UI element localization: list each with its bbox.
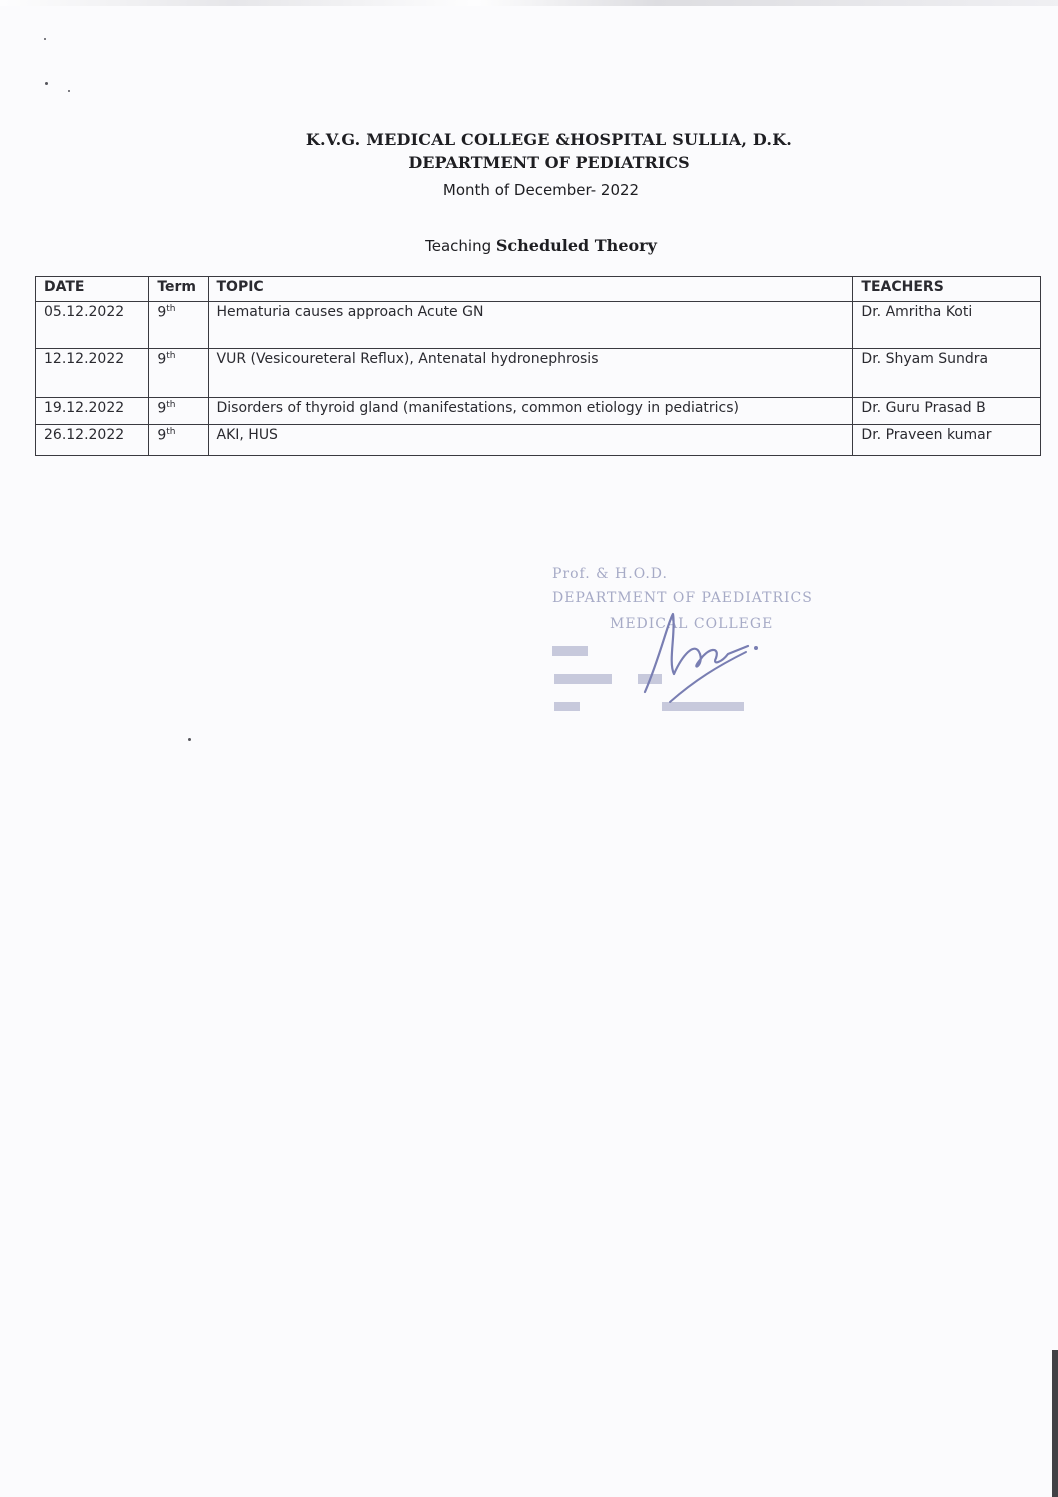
cell-teacher: Dr. Praveen kumar xyxy=(853,425,1041,456)
cell-date: 05.12.2022 xyxy=(36,302,149,349)
cell-topic: VUR (Vesicoureteral Reflux), Antenatal hydronephrosis xyxy=(208,349,853,398)
cell-topic: Hematuria causes approach Acute GN xyxy=(208,302,853,349)
scan-speck xyxy=(45,82,48,85)
term-number: 9 xyxy=(157,351,167,368)
cell-teacher: Dr. Shyam Sundra xyxy=(853,349,1041,398)
term-suffix: th xyxy=(166,351,176,361)
scan-edge-right xyxy=(1052,1350,1058,1497)
schedule-title-part1: Teaching xyxy=(425,237,492,255)
term-suffix: th xyxy=(166,400,176,410)
cell-topic: Disorders of thyroid gland (manifestations, common etiology in pediatrics) xyxy=(208,398,853,425)
scan-speck xyxy=(44,38,46,40)
schedule-title-part2: Scheduled Theory xyxy=(495,236,657,255)
term-suffix: th xyxy=(166,427,176,437)
column-header-date: DATE xyxy=(36,277,149,302)
hod-stamp xyxy=(550,562,890,722)
department-name: DEPARTMENT OF PEDIATRICS xyxy=(408,153,690,172)
column-header-teachers: TEACHERS xyxy=(853,277,1041,302)
month-label: Month of December- 2022 xyxy=(442,181,640,199)
scan-speck xyxy=(68,90,70,92)
signature-icon xyxy=(550,562,890,722)
stamp-line-title: Prof. & H.O.D. xyxy=(552,566,668,582)
stamp-line-department: DEPARTMENT OF PAEDIATRICS xyxy=(552,590,813,606)
cell-term xyxy=(149,302,208,349)
table-row xyxy=(36,302,1041,349)
table-row xyxy=(36,425,1041,456)
cell-term xyxy=(149,398,208,425)
cell-date: 19.12.2022 xyxy=(36,398,149,425)
college-name: K.V.G. MEDICAL COLLEGE &HOSPITAL SULLIA, D.K. xyxy=(305,130,793,149)
term-number: 9 xyxy=(157,427,167,444)
table-row xyxy=(36,349,1041,398)
scan-speck xyxy=(188,738,191,741)
schedule-table xyxy=(35,276,1041,456)
cell-teacher: Dr. Guru Prasad B xyxy=(853,398,1041,425)
cell-topic: AKI, HUS xyxy=(208,425,853,456)
term-suffix: th xyxy=(166,304,176,314)
scan-edge-top xyxy=(0,0,1058,6)
schedule-title xyxy=(12,236,1058,256)
cell-date: 12.12.2022 xyxy=(36,349,149,398)
column-header-topic: TOPIC xyxy=(208,277,853,302)
cell-term xyxy=(149,349,208,398)
term-number: 9 xyxy=(157,304,167,321)
column-header-term: Term xyxy=(149,277,208,302)
cell-date: 26.12.2022 xyxy=(36,425,149,456)
cell-term xyxy=(149,425,208,456)
table-header-row xyxy=(36,277,1041,302)
table-row xyxy=(36,398,1041,425)
stamp-line-college: MEDICAL COLLEGE xyxy=(610,616,774,632)
term-number: 9 xyxy=(157,400,167,417)
cell-teacher: Dr. Amritha Koti xyxy=(853,302,1041,349)
